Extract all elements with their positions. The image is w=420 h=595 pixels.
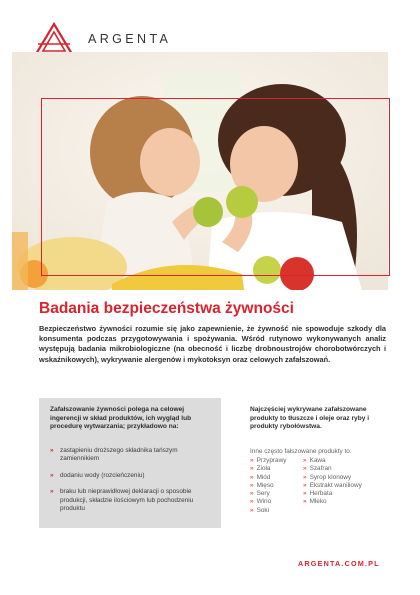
- brand-logo: [34, 22, 171, 56]
- decorative-frame: [41, 98, 390, 276]
- bullet-icon: »: [50, 471, 54, 479]
- bullet-icon: »: [250, 490, 254, 498]
- list-item: » Szafran: [303, 465, 332, 473]
- website-link[interactable]: ARGENTA.COM.PL: [298, 559, 380, 568]
- list-item: » Sery: [250, 490, 270, 498]
- list-item: » Miód: [250, 473, 271, 481]
- list-item: » Zioła: [250, 465, 271, 473]
- bullet-icon: »: [250, 457, 254, 464]
- list-item: » Kawa: [303, 457, 326, 464]
- list-item: » dodaniu wody (rozcieńczeniu): [50, 471, 145, 479]
- list-item: » Ekstrakt waniliowy: [303, 481, 362, 489]
- bullet-icon: »: [250, 481, 254, 489]
- intro-paragraph: Bezpieczeństwo żywności rozumie się jako zapewnienie, że żywność nie spowoduje szkody dla konsumenta podczas przygotowywania i spożywania. Wśród rutynowo wykonywanych analiz występują badania mikrobiologiczne (na obecność i liczbę drobnoustrojów chorobotwórczych i wskaźnikowych), wykrywanie alergenów i mykotoksyn oraz celowych zafałszowań.: [39, 324, 386, 364]
- adulterated-products-heading: Najczęściej wykrywane zafałszowane produkty to tłuszcze i oleje oraz ryby i produkty rybołówstwa.: [250, 406, 370, 431]
- bullet-icon: »: [250, 498, 254, 506]
- list-item: » Wino: [250, 498, 272, 506]
- list-item: » Mleko: [303, 498, 327, 506]
- bullet-icon: »: [250, 473, 254, 481]
- list-item: » braku lub nieprawidłowej deklaracji o sposobie produkcji, składzie ilościowym lub pochodzeniu produktu: [50, 488, 194, 513]
- adulteration-heading: Zafałszowanie żywności polega na celowej ingerencji w skład produktów, ich wygląd lub procedurę wytwarzania; przykładowo na:: [50, 406, 192, 431]
- list-item: » zastąpieniu droższego składnika tańszym zamiennikiem: [50, 447, 178, 463]
- bullet-icon: »: [303, 465, 307, 473]
- bullet-icon: »: [250, 506, 254, 514]
- products-column-a: [250, 457, 286, 515]
- list-item: » Przyprawy: [250, 457, 287, 464]
- page-title: Badania bezpieczeństwa żywności: [39, 300, 294, 317]
- bullet-icon: »: [303, 473, 307, 481]
- argenta-logo-icon: [34, 22, 74, 56]
- adulteration-list: [50, 447, 215, 521]
- list-item: » Soki: [250, 506, 269, 514]
- list-item: » Syrop klonowy: [303, 473, 352, 481]
- bullet-icon: »: [303, 481, 307, 489]
- bullet-icon: »: [50, 447, 54, 454]
- adulterated-products-subheading: Inne często fałszowane produkty to:: [250, 448, 352, 455]
- bullet-icon: »: [250, 465, 254, 473]
- bullet-icon: »: [303, 490, 307, 498]
- list-item: » Mięso: [250, 481, 274, 489]
- list-item: » Herbata: [303, 490, 333, 498]
- bullet-icon: »: [303, 498, 307, 506]
- brand-name: ARGENTA: [88, 32, 172, 46]
- bullet-icon: »: [303, 457, 307, 464]
- products-column-b: [303, 457, 362, 507]
- bullet-icon: »: [50, 488, 54, 496]
